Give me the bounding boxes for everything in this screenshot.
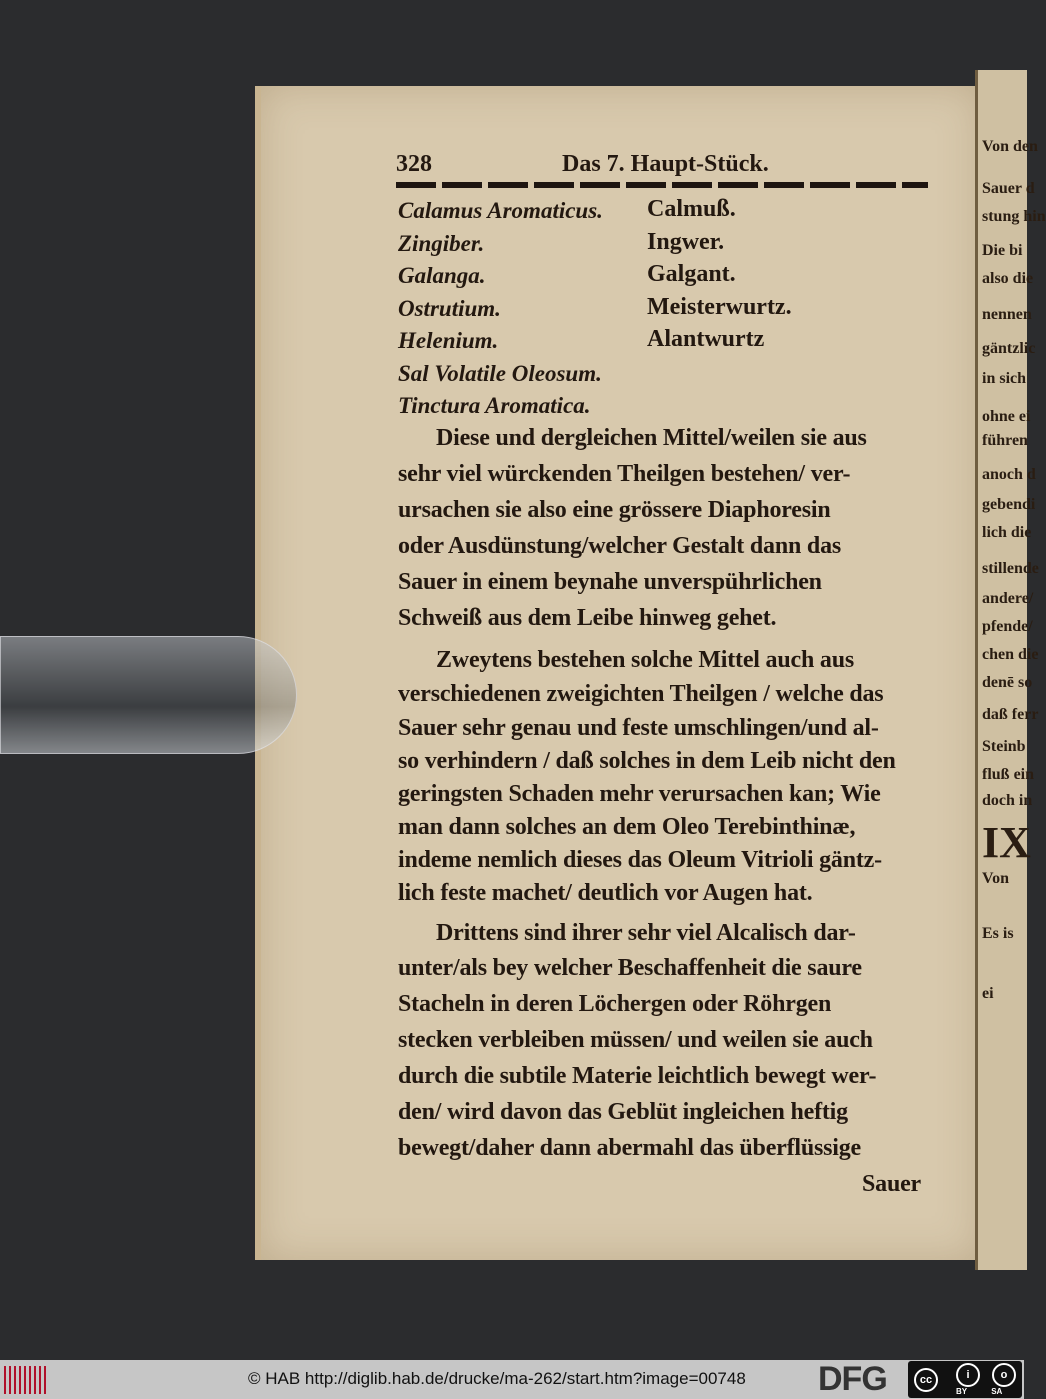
text-line: sehr viel würckenden Theilgen bestehen/ ver- (398, 461, 851, 487)
text-line: unter/als bey welcher Beschaffenheit die saure (398, 955, 862, 981)
latin-term: Tinctura Aromatica. (398, 393, 591, 418)
text-line: man dann solches an dem Oleo Terebinthinæ, (398, 814, 856, 840)
text-line: Diese und dergleichen Mittel/weilen sie aus (436, 425, 867, 451)
text-line: den/ wird davon das Geblüt ingleichen heftig (398, 1099, 848, 1125)
sa-icon: o (992, 1363, 1016, 1387)
fragment-line: Sauer d (982, 180, 1035, 197)
text-line: Sauer in einem beynahe unverspührlichen (398, 569, 822, 595)
text-line: bewegt/daher dann abermahl das überflüssige (398, 1135, 862, 1161)
fragment-line: denē so (982, 674, 1033, 691)
text-line: so verhindern / daß solches in dem Leib nicht den (398, 748, 896, 774)
text-line: stecken verbleiben müssen/ und weilen sie auch (398, 1027, 873, 1053)
latin-term: Sal Volatile Oleosum. (398, 360, 602, 386)
latin-term: Zingiber. (398, 230, 485, 256)
german-term: Calmuß. (647, 196, 736, 222)
fragment-line: in sich (982, 370, 1027, 387)
fragment-line: stillende (982, 560, 1039, 577)
hab-logo (4, 1366, 46, 1394)
fragment-line: andere/ (982, 590, 1034, 607)
fragment-line: ei (982, 985, 994, 1002)
text-line: lich feste machet/ deutlich vor Augen hat. (398, 880, 813, 906)
fragment-line: gäntzlic (982, 340, 1036, 357)
running-head: Das 7. Haupt-Stück. (562, 151, 769, 177)
cc-license-badge[interactable] (908, 1361, 1022, 1398)
by-icon: i (956, 1363, 980, 1387)
fragment-line: Die bi (982, 242, 1023, 259)
facing-page-fragment (975, 70, 1046, 1270)
fragment-line: Von (982, 870, 1009, 887)
latin-term: Galanga. (398, 263, 486, 288)
text-line: geringsten Schaden mehr verursachen kan; Wie (398, 781, 881, 807)
fragment-line: chen die (982, 646, 1039, 663)
page-number: 328 (396, 151, 432, 177)
text-line: Sauer sehr genau und feste umschlingen/und al- (398, 715, 879, 741)
fragment-line: Von den (982, 138, 1038, 155)
text-line: oder Ausdünstung/welcher Gestalt dann das (398, 533, 842, 559)
text-line: indeme nemlich dieses das Oleum Vitrioli gäntz- (398, 847, 882, 873)
fragment-line: doch in (982, 792, 1033, 809)
fragment-line: Es is (982, 925, 1014, 942)
text-line: Zweytens bestehen solche Mittel auch aus (436, 647, 854, 673)
text-line: Drittens sind ihrer sehr viel Alcalisch dar- (436, 920, 856, 946)
fragment-line: Steinb (982, 738, 1026, 755)
fragment-line: pfende/ (982, 618, 1033, 635)
page-clip (0, 636, 297, 754)
fragment-line: gebendi (982, 496, 1036, 513)
german-term: Ingwer. (647, 228, 725, 255)
german-term: Alantwurtz (647, 326, 765, 352)
latin-term: Helenium. (398, 328, 499, 353)
latin-term: Calamus Aromaticus. (398, 198, 603, 223)
text-line: Schweiß aus dem Leibe hinweg gehet. (398, 605, 777, 631)
fragment-line: anoch d (982, 466, 1036, 483)
license-labels: BY SA (956, 1387, 1003, 1396)
fragment-line: führen (982, 432, 1028, 449)
fragment-line: nennen (982, 306, 1032, 323)
german-term: Meisterwurtz. (647, 293, 792, 320)
text-line: Stacheln in deren Löchergen oder Röhrgen (398, 991, 832, 1017)
german-term: Galgant. (647, 261, 736, 287)
latin-term: Ostrutium. (398, 295, 501, 321)
fragment-line: ohne ei (982, 408, 1031, 425)
dfg-logo: DFG (818, 1360, 887, 1398)
fragment-line: IX (982, 818, 1031, 867)
text-line: durch die subtile Materie leichtlich bewegt wer- (398, 1063, 877, 1089)
copyright-url[interactable]: © HAB http://diglib.hab.de/drucke/ma-262/start.htm?image=00748 (248, 1369, 746, 1388)
text-line: verschiedenen zweigichten Theilgen / welche das (398, 681, 884, 707)
header-rule (396, 182, 928, 188)
cc-icon: cc (914, 1368, 938, 1392)
text-line: ursachen sie also eine grössere Diaphoresin (398, 497, 831, 523)
catchword: Sauer (862, 1171, 922, 1197)
footer-bar (0, 1360, 1024, 1399)
fragment-line: also die (982, 270, 1034, 287)
fragment-line: daß ferr (982, 706, 1039, 723)
fragment-line: fluß ein (982, 766, 1035, 783)
fragment-line: stung hin (982, 208, 1046, 225)
fragment-line: lich die (982, 524, 1032, 541)
